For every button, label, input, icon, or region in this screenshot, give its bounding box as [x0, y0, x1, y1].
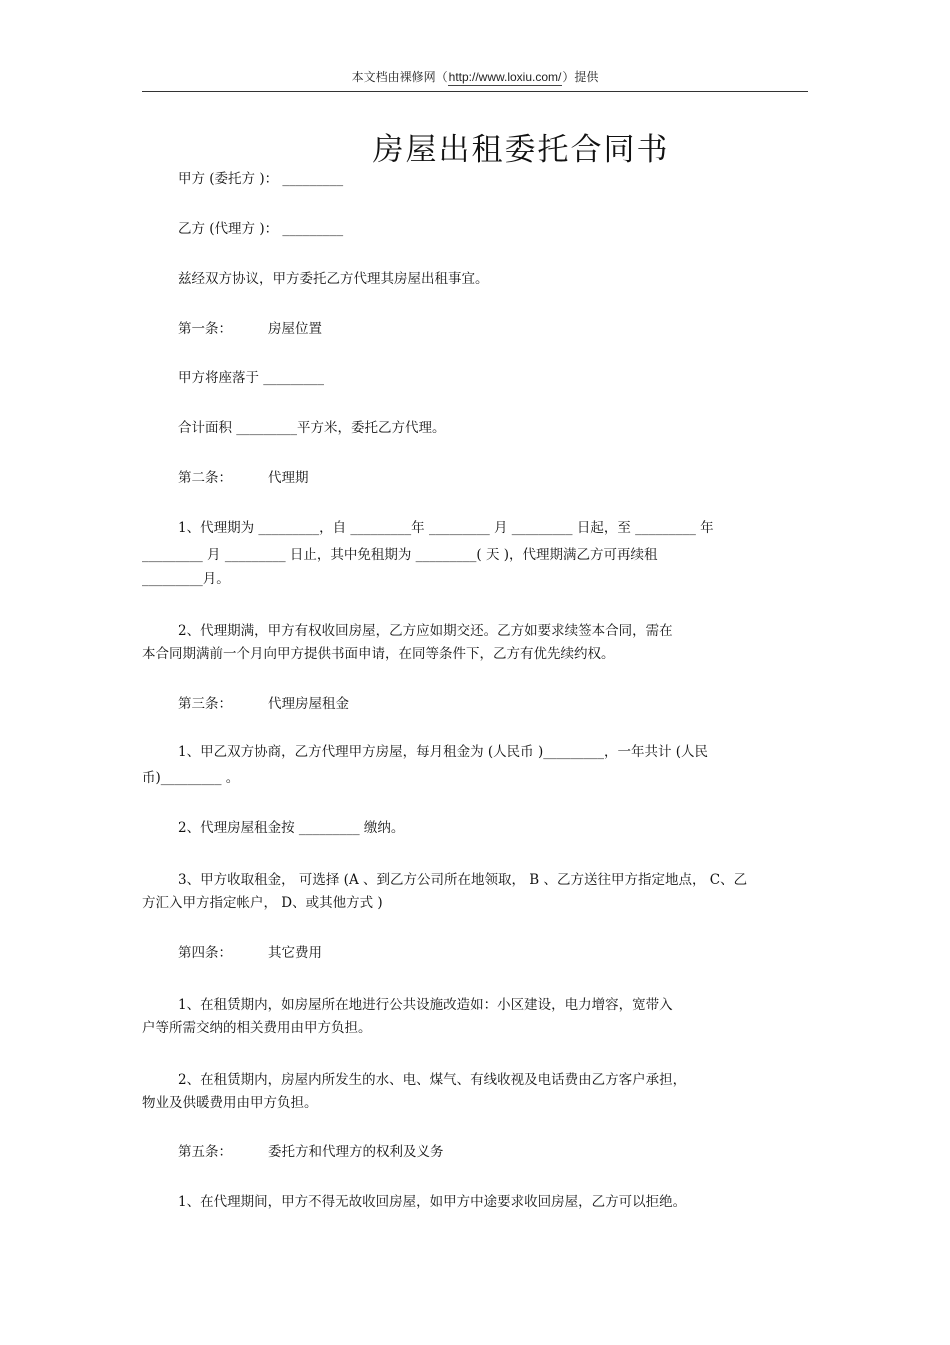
article-3-item-1-line-1: 1、甲乙双方协商，乙方代理甲方房屋，每月租金为 (人民币 )_________，一年共计 (人民	[178, 744, 709, 760]
preamble: 兹经双方协议，甲方委托乙方代理其房屋出租事宜。	[178, 271, 489, 287]
article-1-number: 第一条：	[178, 321, 232, 337]
article-2-item-1-line-1: 1、代理期为 _________，自 _________年 _________ 月 _________ 日起，至 _________ 年	[178, 520, 714, 536]
article-4-item-1-line-1: 1、在租赁期内，如房屋所在地进行公共设施改造如：小区建设，电力增容，宽带入	[178, 997, 673, 1013]
article-1-area: 合计面积 _________平方米，委托乙方代理。	[178, 420, 446, 436]
header-divider	[142, 91, 808, 92]
article-5-name: 委托方和代理方的权利及义务	[268, 1144, 444, 1160]
article-5-item-1: 1、在代理期间，甲方不得无故收回房屋，如甲方中途要求收回房屋，乙方可以拒绝。	[178, 1194, 687, 1210]
article-5-number: 第五条：	[178, 1144, 232, 1160]
article-3-number: 第三条：	[178, 696, 232, 712]
article-2-item-1-line-3: _________月。	[142, 571, 230, 587]
article-3-item-1-line-2: 币)_________ 。	[142, 770, 240, 786]
source-note	[0, 68, 950, 86]
party-b-line: 乙方 (代理方 )： _________	[178, 221, 344, 237]
article-4-heading	[178, 944, 322, 962]
document-title: 房屋出租委托合同书	[372, 132, 670, 168]
article-3-item-2: 2、代理房屋租金按 _________ 缴纳。	[178, 820, 405, 836]
article-3-heading	[178, 695, 349, 713]
article-4-name: 其它费用	[268, 945, 322, 961]
article-2-item-1-line-2: _________ 月 _________ 日止，其中免租期为 _________( 天 )，代理期满乙方可再续租	[142, 547, 658, 563]
source-url-link[interactable]: http://www.loxiu.com/	[448, 70, 562, 84]
article-1-name: 房屋位置	[268, 321, 322, 337]
source-note-suffix: ）提供	[562, 70, 599, 84]
article-3-item-3-line-1: 3、甲方收取租金， 可选择 (A 、到乙方公司所在地领取， B 、乙方送往甲方指定地点， C、乙	[178, 872, 748, 888]
article-1-location: 甲方将座落于 _________	[178, 370, 325, 386]
article-2-item-2-line-2: 本合同期满前一个月向甲方提供书面申请，在同等条件下，乙方有优先续约权。	[142, 646, 615, 662]
article-3-name: 代理房屋租金	[268, 696, 349, 712]
party-a-line: 甲方 (委托方 )： _________	[178, 171, 344, 187]
article-2-name: 代理期	[268, 470, 309, 486]
article-4-number: 第四条：	[178, 945, 232, 961]
article-4-item-2-line-2: 物业及供暖费用由甲方负担。	[142, 1095, 318, 1111]
article-1-heading	[178, 320, 322, 338]
article-4-item-1-line-2: 户等所需交纳的相关费用由甲方负担。	[142, 1020, 372, 1036]
article-2-item-2-line-1: 2、代理期满，甲方有权收回房屋，乙方应如期交还。乙方如要求续签本合同，需在	[178, 623, 673, 639]
article-2-heading	[178, 469, 309, 487]
article-4-item-2-line-1: 2、在租赁期内，房屋内所发生的水、电、煤气、有线收视及电话费由乙方客户承担，	[178, 1072, 687, 1088]
source-note-prefix: 本文档由裸修网（	[351, 70, 448, 84]
article-2-number: 第二条：	[178, 470, 232, 486]
article-3-item-3-line-2: 方汇入甲方指定帐户， D、或其他方式 )	[142, 895, 383, 911]
article-5-heading	[178, 1143, 444, 1161]
